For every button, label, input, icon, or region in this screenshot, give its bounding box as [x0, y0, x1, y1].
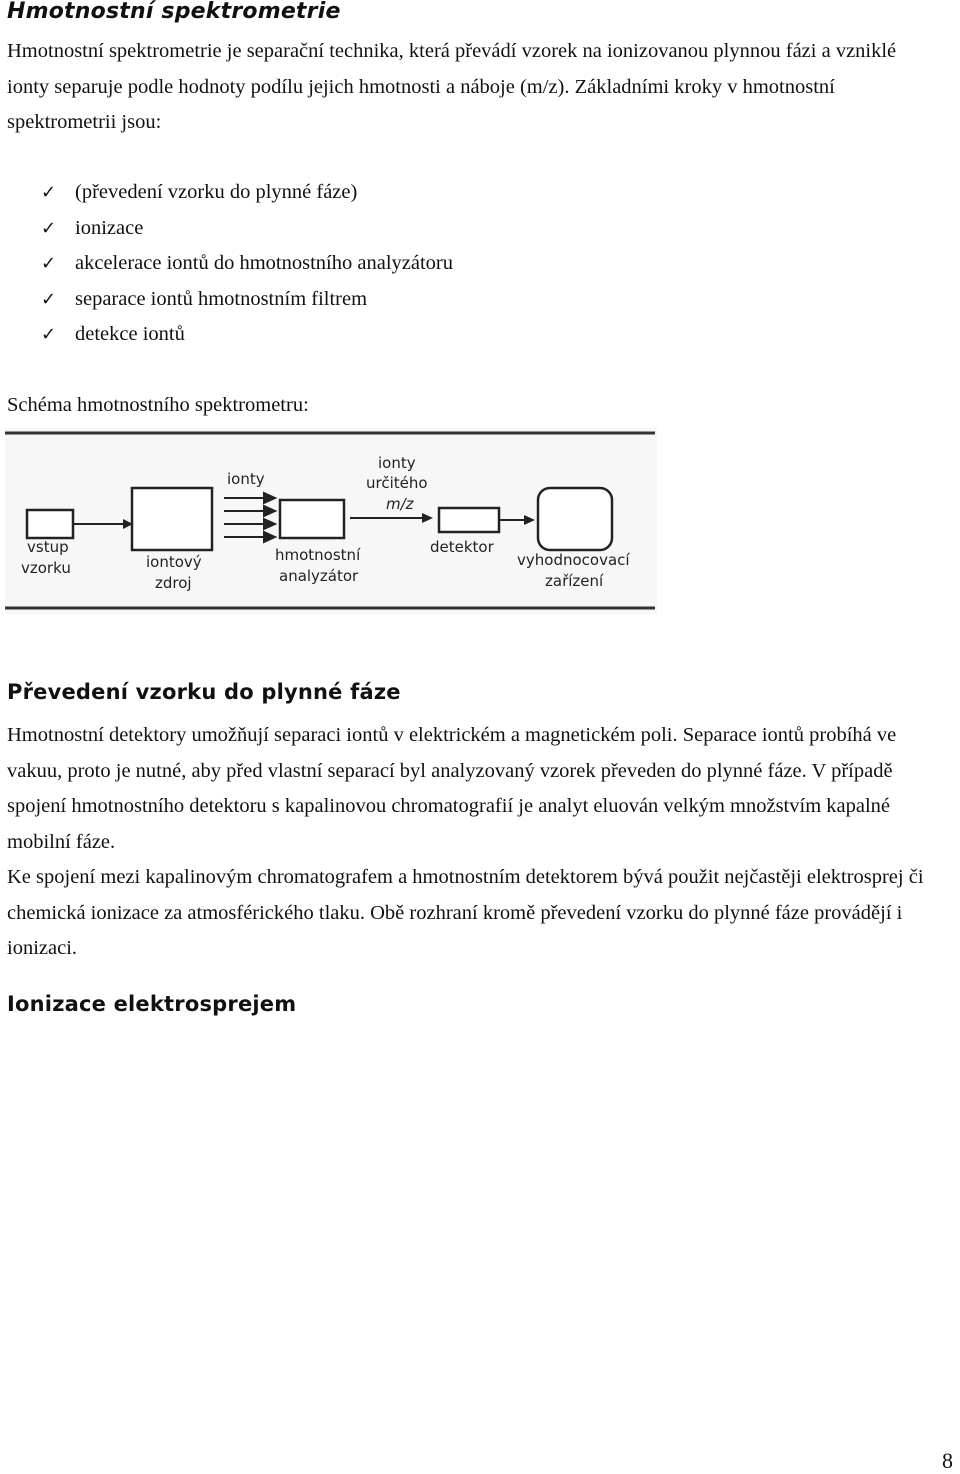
checkmark-icon: ✓ [41, 217, 57, 239]
input-label-2: vzorku [21, 559, 71, 577]
evaluation-device-box [538, 488, 612, 550]
source-label-1: iontový [146, 553, 202, 571]
analyzer-box [280, 500, 344, 538]
selected-ions-label-3: m/z [386, 495, 414, 513]
analyzer-label-2: analyzátor [279, 567, 359, 585]
page-title: Hmotnostní spektrometrie [7, 0, 341, 24]
intro-paragraph: Hmotnostní spektrometrie je separační technika, která převádí vzorek na ionizovanou plynnou fázi a vzniklé ionty separuje podle hodnoty podílu jejich hmotnosti a náboje (m/z). Základními kroky v hmotnostní spektrometrii jsou: [7, 40, 897, 133]
detector-label: detektor [430, 538, 494, 556]
checkmark-icon: ✓ [41, 288, 57, 310]
ion-source-box [132, 488, 212, 550]
evaluation-label-1: vyhodnocovací [517, 551, 630, 569]
analyzer-label-1: hmotnostní [275, 546, 361, 564]
list-item: ✓ akcelerace iontů do hmotnostního analyzátoru [41, 246, 453, 282]
input-label-1: vstup [27, 538, 69, 556]
section1-paragraph1: Hmotnostní detektory umožňují separaci iontů v elektrickém a magnetickém poli. Separace iontů probíhá ve vakuu, proto je nutné, aby před vlastní separací byl analyzovaný vzorek převeden do plynné fáze. V případě spojení hmotnostního detektoru s kapalinovou chromatografií je analyt eluován velkým množstvím kapalné mobilní fáze. [7, 724, 897, 853]
list-item: ✓ ionizace [41, 211, 453, 247]
list-item: ✓ separace iontů hmotnostním filtrem [41, 282, 453, 318]
list-item: ✓ (převedení vzorku do plynné fáze) [41, 175, 453, 211]
input-box [27, 510, 73, 538]
page-number: 8 [942, 1448, 953, 1473]
checkmark-icon: ✓ [41, 182, 57, 203]
schema-label: Schéma hmotnostního spektrometru: [7, 394, 309, 416]
section-heading-electrospray: Ionizace elektrosprejem [7, 992, 297, 1016]
evaluation-label-2: zařízení [545, 572, 604, 590]
selected-ions-label-1: ionty [378, 454, 416, 472]
steps-list [41, 175, 453, 353]
detector-box [439, 508, 499, 532]
list-item: ✓ detekce iontů [41, 317, 453, 353]
checkmark-icon: ✓ [41, 324, 57, 345]
mass-spectrometer-diagram [5, 428, 657, 614]
section1-paragraph2: Ke spojení mezi kapalinovým chromatografem a hmotnostním detektorem bývá použit nejčastěji elektrosprej či chemická ionizace za atmosférického tlaku. Obě rozhraní kromě převedení vzorku do plynné fáze provádějí i ionizaci. [7, 866, 924, 959]
section-heading-sample-conversion: Převedení vzorku do plynné fáze [7, 680, 401, 704]
checkmark-icon: ✓ [41, 253, 57, 274]
ions-label: ionty [227, 470, 265, 488]
selected-ions-label-2: určitého [366, 474, 428, 492]
source-label-2: zdroj [155, 574, 192, 592]
